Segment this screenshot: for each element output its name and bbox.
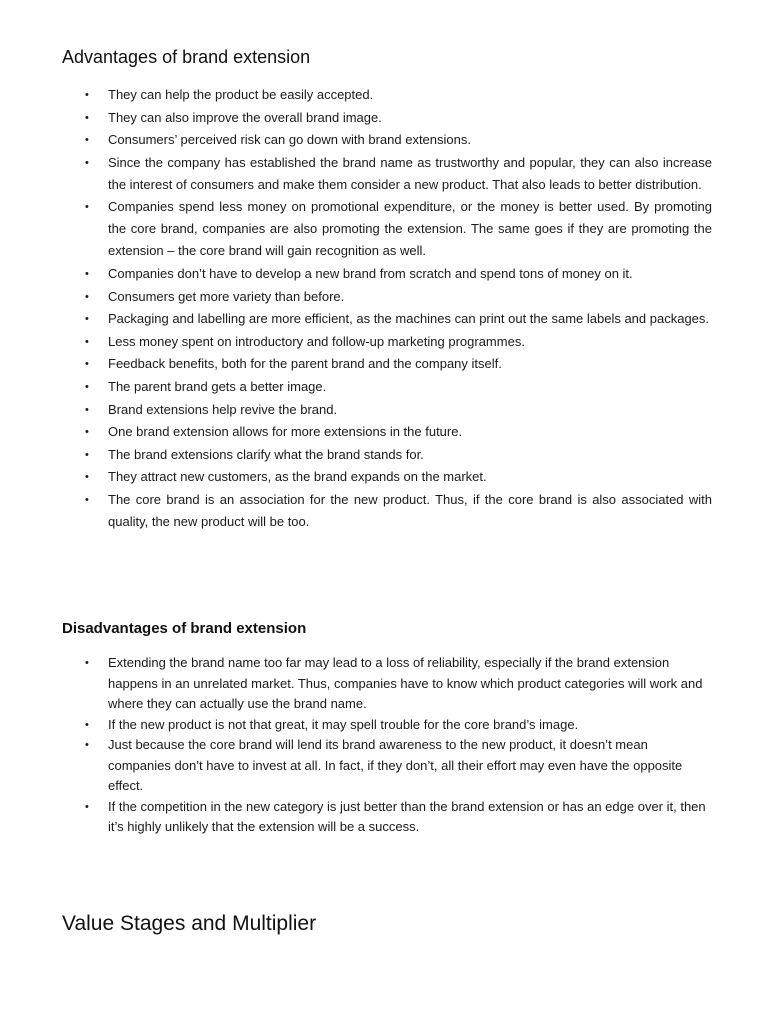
list-item-text: Extending the brand name too far may lead to a loss of reliability, especially if the brand extension happens in an unrelated market. Thus, companies have to know which product categories will work and where they can actually use the brand name.	[108, 655, 703, 711]
list-item	[82, 376, 712, 398]
list-item-text: Consumers’ perceived risk can go down with brand extensions.	[108, 132, 471, 148]
list-item	[82, 152, 712, 196]
bullet-icon: •	[85, 134, 89, 147]
list-item	[82, 466, 712, 488]
bullet-icon: •	[85, 718, 89, 731]
bullet-icon: •	[85, 156, 89, 169]
list-item	[82, 735, 712, 797]
bullet-icon: •	[85, 448, 89, 461]
bullet-icon: •	[85, 471, 89, 484]
disadvantages-list	[82, 653, 712, 838]
bullet-icon: •	[85, 313, 89, 326]
list-item-text: Companies don’t have to develop a new brand from scratch and spend tons of money on it.	[108, 265, 633, 281]
list-item-text: If the new product is not that great, it may spell trouble for the core brand’s image.	[108, 716, 579, 732]
list-item	[82, 107, 712, 129]
list-item	[82, 129, 712, 151]
list-item	[82, 353, 712, 375]
bullet-icon: •	[85, 290, 89, 303]
list-item	[82, 489, 712, 533]
list-item-text: Brand extensions help revive the brand.	[108, 401, 338, 417]
bullet-icon: •	[85, 89, 89, 101]
list-item	[82, 797, 712, 838]
list-item-text: Consumers get more variety than before.	[108, 288, 345, 304]
bullet-icon: •	[85, 800, 89, 813]
bullet-icon: •	[85, 201, 89, 214]
bullet-icon: •	[85, 111, 89, 124]
list-item-text: They can help the product be easily accepted.	[108, 87, 374, 102]
list-item-text: Packaging and labelling are more efficient, as the machines can print out the same labels and packages.	[108, 311, 710, 327]
disadvantages-heading: Disadvantages of brand extension	[62, 620, 307, 637]
list-item	[82, 84, 712, 106]
list-item-text: The parent brand gets a better image.	[108, 378, 327, 394]
list-item-text: They attract new customers, as the brand expands on the market.	[108, 469, 487, 485]
list-item-text: Companies spend less money on promotional expenditure, or the money is better used. By promoting the core brand, companies are also promoting the extension. The same goes if they are promoting the extension – the core brand will gain recognition as well.	[108, 199, 712, 259]
bullet-icon: •	[85, 657, 89, 669]
list-item-text: They can also improve the overall brand image.	[108, 109, 382, 125]
list-item	[82, 444, 712, 466]
list-item-text: Less money spent on introductory and follow-up marketing programmes.	[108, 333, 525, 349]
list-item	[82, 196, 712, 262]
bullet-icon: •	[85, 267, 89, 280]
list-item	[82, 331, 712, 353]
bullet-icon: •	[85, 493, 89, 506]
list-item-text: The core brand is an association for the new product. Thus, if the core brand is also associated with quality, the new product will be too.	[108, 491, 712, 529]
list-item-text: If the competition in the new category is just better than the brand extension or has an edge over it, then it’s highly unlikely that the extension will be a success.	[108, 798, 706, 834]
bullet-icon: •	[85, 358, 89, 371]
bullet-icon: •	[85, 335, 89, 348]
list-item	[82, 286, 712, 308]
bullet-icon: •	[85, 739, 89, 751]
list-item-text: One brand extension allows for more extensions in the future.	[108, 424, 463, 440]
list-item-text: Just because the core brand will lend its brand awareness to the new product, it doesn’t mean companies don’t have to invest at all. In fact, if they don’t, all their effort may even have the opposite effect.	[108, 737, 683, 793]
list-item	[82, 715, 712, 736]
bullet-icon: •	[85, 426, 89, 439]
list-item-text: Feedback benefits, both for the parent brand and the company itself.	[108, 356, 502, 372]
list-item-text: Since the company has established the brand name as trustworthy and popular, they can also increase the interest of consumers and make them consider a new product. That also leads to better distribution.	[108, 154, 712, 192]
list-item	[82, 421, 712, 443]
list-item-text: The brand extensions clarify what the brand stands for.	[108, 446, 424, 462]
list-item	[82, 263, 712, 285]
bullet-icon: •	[85, 380, 89, 393]
list-item	[82, 653, 712, 715]
list-item	[82, 399, 712, 421]
advantages-list	[82, 84, 712, 534]
bullet-icon: •	[85, 403, 89, 416]
value-stages-heading: Value Stages and Multiplier	[62, 912, 317, 935]
list-item	[82, 308, 712, 330]
advantages-heading: Advantages of brand extension	[62, 47, 311, 67]
